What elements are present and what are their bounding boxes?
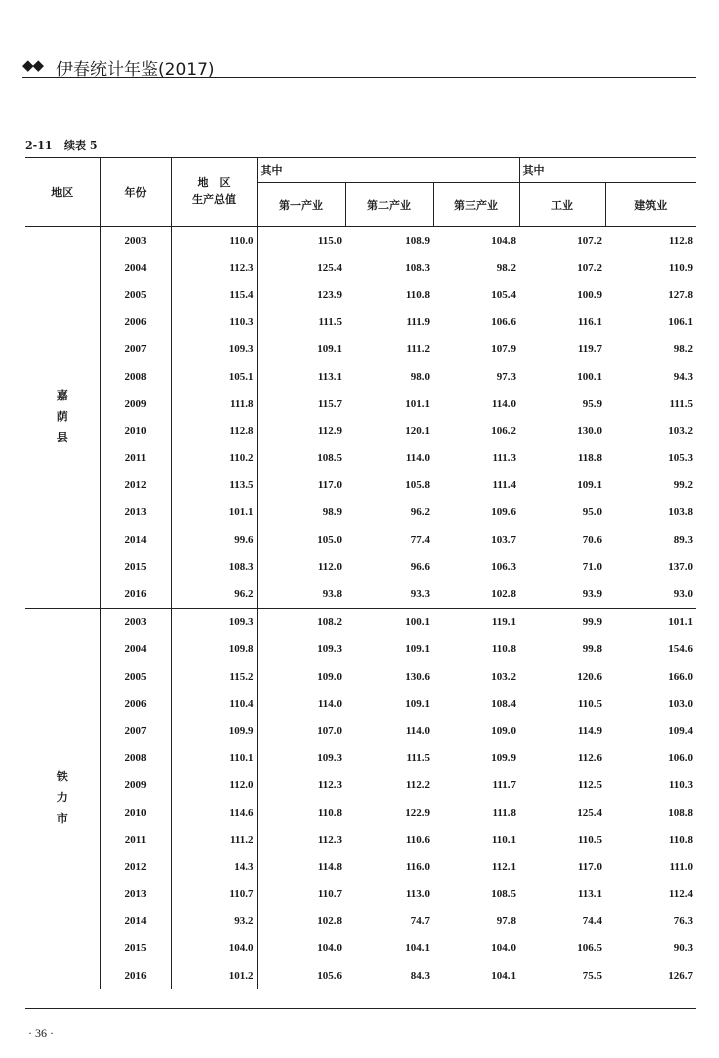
- construction-cell: 106.1: [668, 316, 694, 329]
- table-row: [25, 499, 696, 526]
- yearbook-title: 伊春统计年鉴(2017): [56, 60, 215, 80]
- construction-cell: 76.3: [673, 915, 694, 928]
- construction-cell: 166.0: [668, 670, 694, 683]
- year-cell: 2007: [100, 336, 171, 363]
- year-cell: 2011: [100, 445, 171, 472]
- table-row: [25, 663, 696, 690]
- year-cell: 2008: [100, 363, 171, 390]
- industry-cell: 95.0: [582, 506, 603, 519]
- table-row: [25, 336, 696, 363]
- industry-cell: 112.5: [577, 779, 603, 792]
- tertiary-cell: 110.1: [491, 833, 517, 846]
- gdp-cell: 14.3: [171, 853, 257, 880]
- table-row: [25, 853, 696, 880]
- industry-cell: 110.5: [577, 833, 603, 846]
- region-name: [25, 227, 100, 609]
- gdp-cell: 93.2: [171, 908, 257, 935]
- construction-cell: 154.6: [668, 643, 694, 656]
- tertiary-cell: 105.4: [491, 288, 517, 301]
- table-row: [25, 636, 696, 663]
- primary-cell: 112.0: [317, 560, 342, 573]
- industry-cell: 70.6: [582, 533, 603, 546]
- year-cell: 2004: [100, 254, 171, 281]
- secondary-cell: 74.7: [410, 915, 430, 928]
- primary-cell: 112.9: [317, 424, 342, 437]
- gdp-cell: 96.2: [171, 580, 257, 608]
- construction-cell: 110.8: [668, 833, 694, 846]
- year-cell: 2016: [100, 962, 171, 989]
- gdp-cell: 110.4: [171, 690, 257, 717]
- year-cell: 2012: [100, 472, 171, 499]
- primary-cell: 110.7: [317, 888, 342, 901]
- tertiary-cell: 106.6: [491, 316, 517, 329]
- tertiary-cell: 111.7: [492, 779, 517, 792]
- table-header: [25, 158, 696, 227]
- secondary-cell: 114.0: [405, 452, 430, 465]
- table-row: [25, 690, 696, 717]
- tertiary-cell: 97.3: [496, 370, 517, 383]
- table-row: [25, 962, 696, 989]
- industry-cell: 100.9: [577, 288, 603, 301]
- region-name-char: 力: [56, 792, 68, 805]
- table-row: [25, 608, 696, 636]
- construction-cell: 108.8: [668, 806, 694, 819]
- industry-cell: 106.5: [577, 942, 603, 955]
- gdp-cell: 108.3: [171, 553, 257, 580]
- gdp-cell: 101.1: [171, 499, 257, 526]
- secondary-cell: 77.4: [410, 533, 430, 546]
- secondary-cell: 110.6: [405, 833, 430, 846]
- secondary-cell: 105.8: [405, 479, 430, 492]
- tertiary-cell: 102.8: [491, 588, 517, 601]
- gdp-cell: 112.8: [171, 417, 257, 444]
- secondary-cell: 120.1: [405, 424, 430, 437]
- secondary-cell: 96.2: [410, 506, 430, 519]
- secondary-cell: 110.8: [405, 288, 430, 301]
- col-header-region: 地区: [25, 158, 100, 227]
- industry-cell: 93.9: [582, 588, 603, 601]
- gdp-cell: 110.2: [171, 445, 257, 472]
- secondary-cell: 96.6: [410, 560, 430, 573]
- construction-cell: 109.4: [668, 724, 694, 737]
- primary-cell: 102.8: [317, 915, 342, 928]
- table-row: [25, 799, 696, 826]
- primary-cell: 93.8: [322, 588, 342, 601]
- gdp-cell: 112.0: [171, 772, 257, 799]
- year-cell: 2006: [100, 309, 171, 336]
- tertiary-cell: 111.8: [492, 806, 517, 819]
- industry-cell: 112.6: [577, 752, 603, 765]
- table-row: [25, 935, 696, 962]
- secondary-cell: 109.1: [405, 643, 430, 656]
- gdp-cell: 112.3: [171, 254, 257, 281]
- secondary-cell: 112.2: [405, 779, 430, 792]
- year-cell: 2013: [100, 499, 171, 526]
- primary-cell: 109.3: [317, 752, 342, 765]
- table-row: [25, 580, 696, 608]
- tertiary-cell: 108.5: [491, 888, 517, 901]
- table-row: [25, 908, 696, 935]
- year-cell: 2009: [100, 772, 171, 799]
- region-name-char: 嘉: [56, 389, 68, 402]
- construction-cell: 99.2: [673, 479, 694, 492]
- col-header-construction: 建筑业: [605, 183, 696, 227]
- year-cell: 2003: [100, 227, 171, 255]
- gdp-cell: 109.8: [171, 636, 257, 663]
- primary-cell: 114.0: [317, 697, 342, 710]
- table-row: [25, 826, 696, 853]
- gdp-cell: 109.9: [171, 717, 257, 744]
- table-bottom-rule: [25, 1008, 696, 1009]
- primary-cell: 104.0: [317, 942, 342, 955]
- region-name-char: 荫: [56, 410, 68, 423]
- tertiary-cell: 109.9: [491, 752, 517, 765]
- industry-cell: 120.6: [577, 670, 603, 683]
- region-block-tieli: [25, 608, 696, 989]
- tertiary-cell: 106.2: [491, 424, 517, 437]
- primary-cell: 105.0: [317, 533, 342, 546]
- primary-cell: 108.2: [257, 608, 345, 636]
- secondary-cell: 108.9: [345, 227, 433, 255]
- region-block-jiayin: [25, 227, 696, 609]
- primary-cell: 98.9: [322, 506, 342, 519]
- col-header-gdp: [171, 158, 257, 227]
- col-header-secondary: 第二产业: [345, 183, 433, 227]
- col-group-header-2: 其中: [519, 158, 696, 183]
- region-name-char: 县: [56, 431, 68, 444]
- tertiary-cell: 111.4: [492, 479, 517, 492]
- construction-cell: 137.0: [668, 560, 694, 573]
- gdp-cell: 111.8: [171, 390, 257, 417]
- table-row: [25, 717, 696, 744]
- primary-cell: 113.1: [317, 370, 342, 383]
- gdp-cell: 114.6: [171, 799, 257, 826]
- construction-cell: 103.0: [668, 697, 694, 710]
- secondary-cell: 101.1: [405, 397, 430, 410]
- primary-cell: 123.9: [317, 288, 342, 301]
- col-header-industry: 工业: [519, 183, 605, 227]
- primary-cell: 109.3: [317, 643, 342, 656]
- industry-cell: 107.2: [577, 261, 603, 274]
- tertiary-cell: 109.6: [491, 506, 517, 519]
- year-cell: 2005: [100, 663, 171, 690]
- table-row: [25, 526, 696, 553]
- col-header-gdp-line1: 地 区: [197, 177, 231, 189]
- construction-cell: 110.9: [668, 261, 694, 274]
- secondary-cell: 111.2: [406, 343, 430, 356]
- primary-cell: 105.6: [317, 969, 342, 982]
- construction-cell: 105.3: [668, 452, 694, 465]
- tertiary-cell: 110.8: [491, 643, 517, 656]
- tertiary-cell: 107.9: [491, 343, 517, 356]
- year-cell: 2005: [100, 281, 171, 308]
- secondary-cell: 104.1: [405, 942, 430, 955]
- secondary-cell: 98.0: [410, 370, 430, 383]
- gdp-cell: 109.3: [171, 336, 257, 363]
- tertiary-cell: 98.2: [496, 261, 517, 274]
- table-row: [25, 553, 696, 580]
- gdp-cell: 109.3: [171, 608, 257, 636]
- secondary-cell: 113.0: [405, 888, 430, 901]
- col-header-tertiary: 第三产业: [433, 183, 519, 227]
- region-name-char: 市: [56, 813, 68, 826]
- table-row: [25, 227, 696, 255]
- tertiary-cell: 108.4: [491, 697, 517, 710]
- primary-cell: 115.0: [257, 227, 345, 255]
- tertiary-cell: 106.3: [491, 560, 517, 573]
- industry-cell: 75.5: [582, 969, 603, 982]
- table-row: [25, 390, 696, 417]
- industry-cell: 119.7: [577, 343, 603, 356]
- construction-cell: 112.4: [668, 888, 694, 901]
- tertiary-cell: 114.0: [491, 397, 517, 410]
- tertiary-cell: 109.0: [491, 724, 517, 737]
- gdp-cell: 101.2: [171, 962, 257, 989]
- construction-cell: 94.3: [673, 370, 694, 383]
- tertiary-cell: 103.7: [491, 533, 517, 546]
- table-row: [25, 772, 696, 799]
- secondary-cell: 116.0: [405, 860, 430, 873]
- industry-cell: 99.8: [582, 643, 603, 656]
- secondary-cell: 111.5: [406, 752, 430, 765]
- secondary-cell: 130.6: [405, 670, 430, 683]
- tertiary-cell: 112.1: [491, 860, 517, 873]
- tertiary-cell: 104.1: [491, 969, 517, 982]
- region-name-char: 铁: [56, 771, 68, 784]
- table-row: [25, 417, 696, 444]
- secondary-cell: 84.3: [410, 969, 430, 982]
- construction-cell: 90.3: [673, 942, 694, 955]
- year-cell: 2015: [100, 553, 171, 580]
- year-cell: 2010: [100, 799, 171, 826]
- primary-cell: 114.8: [317, 860, 342, 873]
- year-cell: 2009: [100, 390, 171, 417]
- secondary-cell: 122.9: [405, 806, 430, 819]
- gdp-cell: 99.6: [171, 526, 257, 553]
- table-row: [25, 472, 696, 499]
- year-cell: 2012: [100, 853, 171, 880]
- construction-cell: 126.7: [668, 969, 694, 982]
- tertiary-cell: 104.8: [433, 227, 519, 255]
- primary-cell: 112.3: [317, 833, 342, 846]
- industry-cell: 74.4: [582, 915, 603, 928]
- construction-cell: 127.8: [668, 288, 694, 301]
- gdp-cell: 110.3: [171, 309, 257, 336]
- industry-cell: 99.9: [519, 608, 605, 636]
- tertiary-cell: 103.2: [491, 670, 517, 683]
- gdp-cell: 115.4: [171, 281, 257, 308]
- construction-cell: 111.0: [669, 860, 694, 873]
- secondary-cell: 109.1: [405, 697, 430, 710]
- primary-cell: 117.0: [317, 479, 342, 492]
- industry-cell: 117.0: [577, 860, 603, 873]
- year-cell: 2016: [100, 580, 171, 608]
- gdp-cell: 113.5: [171, 472, 257, 499]
- construction-cell: 93.0: [673, 588, 694, 601]
- tertiary-cell: 97.8: [496, 915, 517, 928]
- diamond-bullet-icon: ◆◆: [22, 56, 44, 74]
- gdp-cell: 110.7: [171, 881, 257, 908]
- industry-cell: 118.8: [577, 452, 603, 465]
- industry-cell: 116.1: [577, 316, 603, 329]
- construction-cell: 110.3: [668, 779, 694, 792]
- gdp-cell: 110.1: [171, 745, 257, 772]
- tertiary-cell: 119.1: [433, 608, 519, 636]
- industry-cell: 107.2: [519, 227, 605, 255]
- construction-cell: 103.2: [668, 424, 694, 437]
- primary-cell: 107.0: [317, 724, 342, 737]
- col-header-primary: 第一产业: [257, 183, 345, 227]
- table-row: [25, 254, 696, 281]
- construction-cell: 98.2: [673, 343, 694, 356]
- industry-cell: 114.9: [577, 724, 603, 737]
- tertiary-cell: 111.3: [492, 452, 517, 465]
- industry-cell: 109.1: [577, 479, 603, 492]
- secondary-cell: 100.1: [345, 608, 433, 636]
- year-cell: 2011: [100, 826, 171, 853]
- primary-cell: 115.7: [317, 397, 342, 410]
- gdp-cell: 110.0: [171, 227, 257, 255]
- year-cell: 2003: [100, 608, 171, 636]
- construction-cell: 89.3: [673, 533, 694, 546]
- gdp-cell: 111.2: [171, 826, 257, 853]
- table-caption: 2-11 续表 5: [25, 139, 98, 152]
- col-group-header-1: 其中: [257, 158, 519, 183]
- industry-cell: 95.9: [582, 397, 603, 410]
- year-cell: 2015: [100, 935, 171, 962]
- primary-cell: 108.5: [317, 452, 342, 465]
- year-cell: 2008: [100, 745, 171, 772]
- table-row: [25, 881, 696, 908]
- year-cell: 2007: [100, 717, 171, 744]
- table-row: [25, 445, 696, 472]
- industry-cell: 100.1: [577, 370, 603, 383]
- gdp-cell: 105.1: [171, 363, 257, 390]
- construction-cell: 106.0: [668, 752, 694, 765]
- page-header: [22, 54, 696, 78]
- header-rule: [22, 77, 696, 78]
- primary-cell: 110.8: [317, 806, 342, 819]
- tertiary-cell: 104.0: [491, 942, 517, 955]
- construction-cell: 101.1: [605, 608, 696, 636]
- table-row: [25, 281, 696, 308]
- secondary-cell: 93.3: [410, 588, 430, 601]
- gdp-cell: 115.2: [171, 663, 257, 690]
- primary-cell: 109.1: [317, 343, 342, 356]
- statistics-table: [25, 157, 696, 989]
- primary-cell: 112.3: [317, 779, 342, 792]
- year-cell: 2006: [100, 690, 171, 717]
- region-name: [25, 608, 100, 989]
- year-cell: 2014: [100, 526, 171, 553]
- page-number: · 36 ·: [28, 1026, 54, 1040]
- secondary-cell: 114.0: [405, 724, 430, 737]
- primary-cell: 109.0: [317, 670, 342, 683]
- industry-cell: 125.4: [577, 806, 603, 819]
- construction-cell: 103.8: [668, 506, 694, 519]
- secondary-cell: 111.9: [406, 316, 430, 329]
- table-row: [25, 309, 696, 336]
- year-cell: 2014: [100, 908, 171, 935]
- industry-cell: 71.0: [582, 560, 603, 573]
- year-cell: 2013: [100, 881, 171, 908]
- industry-cell: 130.0: [577, 424, 603, 437]
- primary-cell: 125.4: [317, 261, 342, 274]
- industry-cell: 110.5: [577, 697, 603, 710]
- col-header-year: 年份: [100, 158, 171, 227]
- gdp-cell: 104.0: [171, 935, 257, 962]
- year-cell: 2004: [100, 636, 171, 663]
- construction-cell: 112.8: [605, 227, 696, 255]
- industry-cell: 113.1: [577, 888, 603, 901]
- secondary-cell: 108.3: [405, 261, 430, 274]
- col-header-gdp-line2: 生产总值: [192, 194, 236, 206]
- primary-cell: 111.5: [318, 316, 342, 329]
- year-cell: 2010: [100, 417, 171, 444]
- construction-cell: 111.5: [669, 397, 694, 410]
- table-row: [25, 745, 696, 772]
- table-row: [25, 363, 696, 390]
